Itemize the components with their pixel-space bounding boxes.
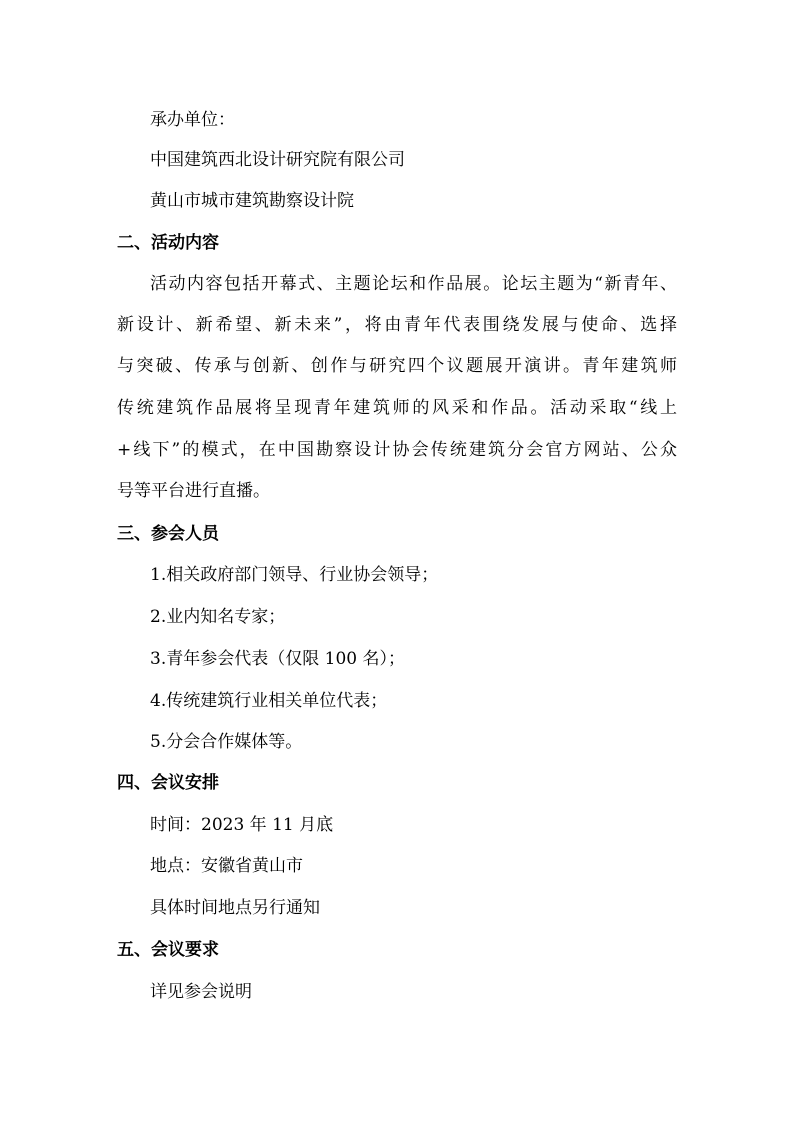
section-heading-requirements: 五、会议要求 [117,940,219,960]
activity-paragraph-line-4: 传统建筑作品展将呈现青年建筑师的风采和作品。活动采取“线上 [117,398,677,418]
requirements-text: 详见参会说明 [150,982,252,1002]
activity-paragraph-line-6: 号等平台进行直播。 [117,481,270,501]
activity-paragraph-line-2: 新设计、新希望、新未来”，将由青年代表围绕发展与使命、选择 [117,315,677,335]
activity-paragraph-line-5: +线下”的模式，在中国勘察设计协会传统建筑分会官方网站、公众 [117,440,677,460]
section-heading-activity: 二、活动内容 [117,233,219,253]
schedule-place: 地点：安徽省黄山市 [150,856,303,876]
attendee-item-3: 3.青年参会代表（仅限 100 名）； [150,649,405,669]
organizer-unit-2: 黄山市城市建筑勘察设计院 [150,191,354,211]
section-heading-schedule: 四、会议安排 [117,773,219,793]
activity-paragraph-line-3: 与突破、传承与创新、创作与研究四个议题展开演讲。青年建筑师 [117,356,677,376]
schedule-time: 时间：2023 年 11 月底 [150,815,334,835]
organizer-unit-1: 中国建筑西北设计研究院有限公司 [150,150,405,170]
activity-paragraph-line-1: 活动内容包括开幕式、主题论坛和作品展。论坛主题为“新青年、 [150,274,677,294]
section-heading-attendees: 三、参会人员 [117,524,219,544]
attendee-item-1: 1.相关政府部门领导、行业协会领导； [150,565,439,585]
schedule-note: 具体时间地点另行通知 [150,898,320,918]
attendee-item-4: 4.传统建筑行业相关单位代表； [150,691,388,711]
attendee-item-2: 2.业内知名专家； [150,607,286,627]
attendee-item-5: 5.分会合作媒体等。 [150,732,303,752]
organizer-label: 承办单位： [150,110,235,130]
